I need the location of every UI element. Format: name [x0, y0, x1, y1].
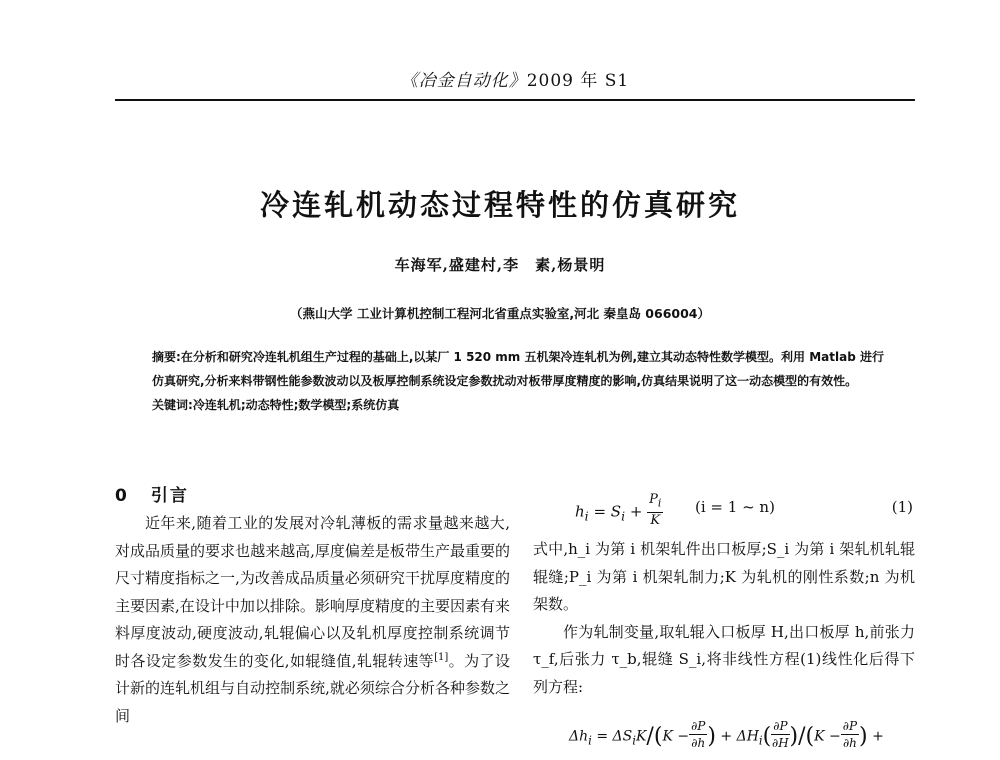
eq1-num-sub: i — [657, 496, 662, 510]
abstract-block — [152, 345, 892, 417]
eq2-paren-open-2: ( — [762, 723, 772, 749]
equation-2 — [569, 720, 884, 755]
eq1-lhs: h — [575, 502, 585, 521]
definition-paragraph: 式中,h_i 为第 i 机架轧件出口板厚;S_i 为第 i 架轧机轧辊辊缝;P_i 为第 i 机架轧制力;K 为轧机的刚性系数;n 为机架数。 — [533, 540, 915, 613]
keywords-label: 关键词: — [152, 398, 193, 412]
eq2-frac-2-den: ∂H — [772, 736, 789, 750]
eq2-slash: / — [646, 723, 654, 749]
eq2-k3: K − — [814, 728, 841, 745]
abstract-text: 在分析和研究冷连轧机组生产过程的基础上,以某厂 1 520 mm 五机架冷连轧机为例,建立其动态特性数学模型。利用 Matlab 进行仿真研究,分析来料带钢性能参数波动以及板厚控制系统设定参数扰动对板带厚度精度的影响,仿真结果说明了这一动态模型的有效性。 — [152, 350, 884, 388]
eq2-dh-sub: i — [588, 733, 592, 748]
intro-paragraph — [115, 510, 510, 730]
eq2-paren-open-3: ( — [805, 723, 815, 749]
abstract-label: 摘要: — [152, 350, 181, 364]
eq2-frac-2 — [771, 718, 789, 751]
eq1-plus: + — [625, 502, 648, 521]
eq1-fraction — [647, 492, 663, 529]
eq2-frac-2-num: ∂P — [773, 719, 788, 733]
eq2-paren-open: ( — [653, 723, 663, 749]
eq2-frac-3 — [841, 718, 859, 751]
eq2-paren-close-3: ) — [859, 723, 868, 749]
eq2-k: K — [635, 728, 647, 745]
eq2-paren-close: ) — [707, 723, 716, 749]
journal-name: 《冶金自动化》 — [400, 71, 527, 91]
journal-header — [115, 66, 915, 91]
header-rule — [115, 99, 915, 101]
intro-tail: 。为了设计新的连轧机组与自动控制系统,就必须综合分析各种参数之间 — [115, 651, 510, 725]
equation-1-expression — [575, 494, 663, 531]
eq2-k2: K − — [662, 728, 690, 745]
eq2-frac-1 — [689, 718, 707, 751]
section-heading — [115, 482, 510, 510]
paper-authors: 车海军,盛建村,李 素,杨景明 — [394, 256, 606, 274]
eq1-lhs-sub: i — [584, 508, 589, 524]
keywords-text: 冷连轧机;动态特性;数学模型;系统仿真 — [192, 398, 400, 412]
eq2-slash-2: / — [798, 723, 806, 749]
eq2-ds: = ΔS — [591, 728, 633, 745]
equation-1 — [533, 482, 915, 536]
section-title: 引言 — [150, 486, 189, 506]
equation-1-number: (1) — [891, 498, 913, 516]
eq2-frac-1-num: ∂P — [691, 719, 706, 733]
paper-affiliation: （燕山大学 工业计算机控制工程河北省重点实验室,河北 秦皇岛 066004） — [290, 306, 710, 321]
paper-title: 冷连轧机动态过程特性的仿真研究 — [259, 188, 740, 222]
section-number: 0 — [115, 486, 129, 506]
eq1-denominator: K — [650, 512, 661, 528]
equation-1-condition: (i = 1 ~ n) — [695, 498, 775, 516]
eq2-ds-sub: i — [632, 733, 636, 748]
eq2-dH-sub: i — [758, 733, 763, 748]
eq2-frac-1-den: ∂h — [691, 736, 706, 750]
eq2-dH: + ΔH — [715, 728, 759, 745]
citation-ref: [1] — [434, 651, 449, 663]
abstract-paragraph — [152, 345, 892, 393]
eq2-paren-close-2: ) — [789, 723, 799, 749]
eq1-num-symbol: P — [649, 492, 658, 507]
keywords-paragraph — [152, 393, 892, 417]
intro-text: 近年来,随着工业的发展对冷轧薄板的需求量越来越大,对成品质量的要求也越来越高,厚度偏差是板带生产最重要的尺寸精度指标之一,为改善成品质量必须研究干扰厚度精度的主要因素,在设计中加以排除。影响厚度精度的主要因素有来料厚度波动,硬度波动,轧辊偏心以及轧机厚度控制系统调节时各设定参数发生的变化,如辊缝值,轧辊转速等 — [115, 514, 510, 670]
eq1-numerator — [647, 492, 663, 513]
eq1-s-sub: i — [621, 508, 626, 524]
eq2-plus: + — [867, 728, 884, 745]
left-column — [115, 482, 510, 730]
eq2-frac-3-num: ∂P — [842, 719, 858, 733]
linearization-paragraph: 作为轧制变量,取轧辊入口板厚 H,出口板厚 h,前张力 τ_f,后张力 τ_b,辊缝 S_i,将非线性方程(1)线性化后得下列方程: — [533, 622, 915, 696]
eq1-eq: = S — [588, 502, 622, 521]
eq2-frac-3-den: ∂h — [842, 736, 857, 750]
eq2-dh: Δh — [569, 728, 589, 745]
journal-issue: 2009 年 S1 — [526, 71, 630, 91]
